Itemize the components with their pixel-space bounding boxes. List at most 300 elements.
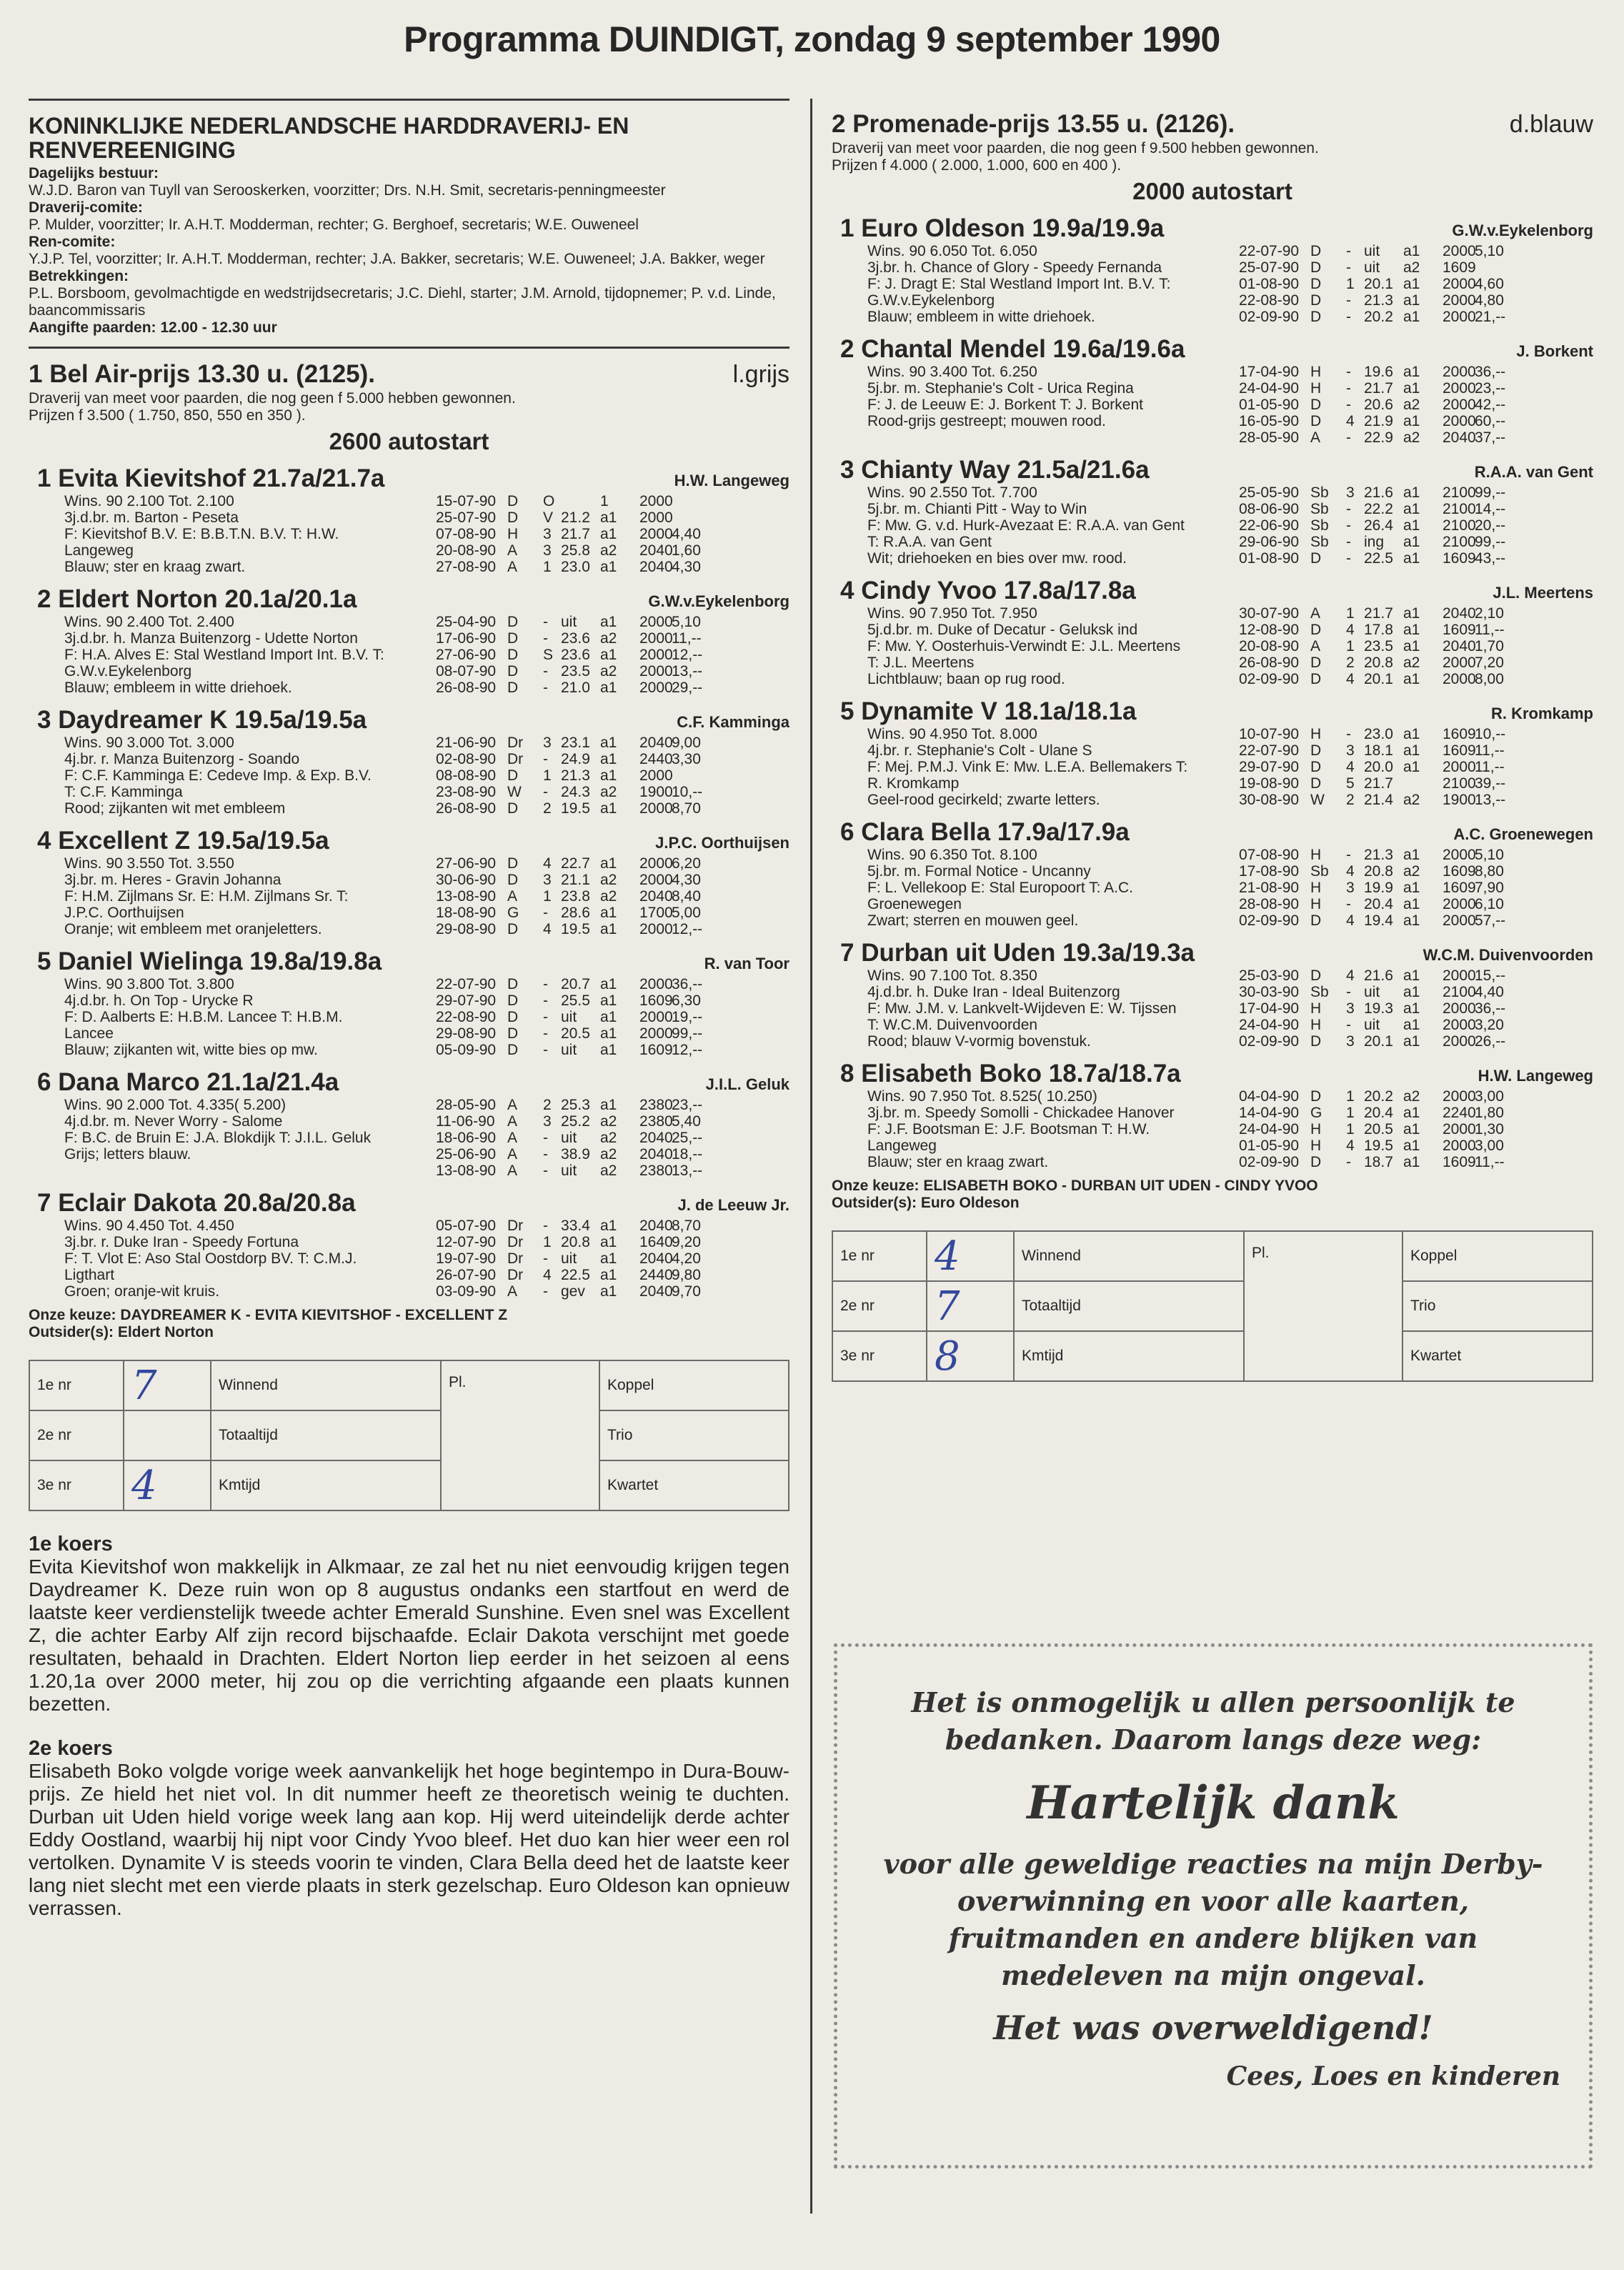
start-cell: 4,20 xyxy=(672,1250,701,1267)
start-row xyxy=(29,1267,789,1283)
start-cell: O xyxy=(543,493,555,509)
horse-info-line: 3j.br. r. Duke Iran - Speedy Fortuna xyxy=(64,1234,299,1250)
start-row xyxy=(29,614,789,630)
start-cell: - xyxy=(1346,243,1351,259)
start-cell: a1 xyxy=(600,509,617,526)
start-cell: a1 xyxy=(600,735,617,751)
start-cell: 4 xyxy=(543,1267,552,1283)
start-cell: 20-08-90 xyxy=(436,542,497,559)
horse-details xyxy=(832,484,1593,567)
start-cell: 4 xyxy=(1346,413,1355,429)
start-cell: 02-09-90 xyxy=(1239,912,1300,929)
start-cell: uit xyxy=(1364,984,1380,1000)
start-cell: 28-08-90 xyxy=(1239,896,1300,912)
start-cell: a1 xyxy=(600,614,617,630)
report-text: Evita Kievitshof won makkelijk in Alkmaar, ze zal het nu niet eenvoudig krijgen tegen Daydreamer K. Deze ruin won op 8 augustus ondanks een startfout en werd de laatste keer verdienstelijk tweede achter Emerald Sunshine. Even snel was Excellent Z, die achter Earby Alf zijn record bijschaafde. Eclair Dakota verschijnt met goede resultaten, behaald in Drachten. Eldert Norton liep eerder in het seizoen al eens 1.20,1a over 2000 meter, hij zou op die verrichting afgaande een plaats kunnen bezetten. xyxy=(29,1555,789,1715)
start-cell: 60,-- xyxy=(1475,413,1506,429)
start-cell: 99,-- xyxy=(1475,484,1506,501)
start-cell: Dr xyxy=(507,751,524,767)
start-cell: 36,-- xyxy=(672,976,703,992)
start-cell: 8,40 xyxy=(672,888,701,905)
start-cell: 20.8 xyxy=(561,1234,590,1250)
start-row xyxy=(832,775,1593,792)
start-cell: a1 xyxy=(600,905,617,921)
start-row xyxy=(29,921,789,937)
horse-info-line: F: Kievitshof B.V. E: B.B.T.N. B.V. T: H.W. xyxy=(64,526,339,542)
start-cell: 21.6 xyxy=(1364,484,1393,501)
start-cell: D xyxy=(507,493,519,509)
horse-info-line: Zwart; sterren en mouwen geel. xyxy=(867,912,1079,929)
start-cell: 20.2 xyxy=(1364,1088,1393,1105)
start-cell: 29,-- xyxy=(672,679,703,696)
start-cell: 2000 xyxy=(1443,397,1476,413)
start-row xyxy=(832,429,1593,446)
start-cell: 21.3 xyxy=(1364,292,1393,309)
start-cell: a1 xyxy=(1403,742,1420,759)
horse-info-line: Wins. 90 3.800 Tot. 3.800 xyxy=(64,976,234,992)
thanks-body: voor alle geweldige reacties na mijn Derby-overwinning en voor alle kaarten, fruitmanden en andere blijken van medeleven na mijn ongeval. xyxy=(883,1848,1543,1991)
start-cell: 8,80 xyxy=(1475,863,1504,880)
start-cell: 19.5 xyxy=(1364,1138,1393,1154)
start-cell: 21.4 xyxy=(1364,792,1393,808)
start-cell: D xyxy=(1310,742,1322,759)
start-cell: 2000 xyxy=(1443,380,1476,397)
start-cell: H xyxy=(507,526,519,542)
start-cell: - xyxy=(543,1130,548,1146)
start-cell: 1 xyxy=(1346,1105,1355,1121)
horse-driver: W.C.M. Duivenvoorden xyxy=(1423,946,1593,964)
start-cell: 2380 xyxy=(639,1097,673,1113)
start-cell: 5 xyxy=(1346,775,1355,792)
race-2 xyxy=(832,109,1593,1382)
horse-info-line: F: Mw. Y. Oosterhuis-Verwindt E: J.L. Meertens xyxy=(867,638,1181,654)
start-cell: 13,-- xyxy=(672,1163,703,1179)
start-cell: 1 xyxy=(1346,638,1355,654)
horse-header xyxy=(29,585,789,614)
start-cell: 5,00 xyxy=(672,905,701,921)
start-cell: 2000 xyxy=(639,976,673,992)
start-cell: 30-08-90 xyxy=(1239,792,1300,808)
start-cell: a1 xyxy=(600,1250,617,1267)
horse-details xyxy=(29,976,789,1058)
start-row xyxy=(832,759,1593,775)
start-cell: 25-07-90 xyxy=(436,509,497,526)
start-cell: - xyxy=(543,1163,548,1179)
thanks-intro: Het is onmogelijk u allen persoonlijk te bedanken. Daarom langs deze weg: xyxy=(911,1686,1515,1756)
start-cell: a1 xyxy=(600,559,617,575)
start-cell: 2100 xyxy=(1443,484,1476,501)
start-cell: W xyxy=(1310,792,1325,808)
start-cell: - xyxy=(543,751,548,767)
start-cell: 2000 xyxy=(1443,759,1476,775)
start-cell: 2100 xyxy=(1443,501,1476,517)
start-cell: 20.8 xyxy=(1364,654,1393,671)
start-cell: 23.6 xyxy=(561,647,590,663)
start-cell: A xyxy=(1310,429,1321,446)
race-title xyxy=(29,359,789,390)
horse-starts xyxy=(29,735,789,817)
report-heading: 2e koers xyxy=(29,1737,113,1760)
start-cell: D xyxy=(507,1025,519,1042)
start-cell: - xyxy=(1346,309,1351,325)
start-row xyxy=(29,751,789,767)
horse-details xyxy=(29,493,789,575)
start-cell: uit xyxy=(1364,1017,1380,1033)
horse-info-line: Wit; driehoeken en bies over mw. rood. xyxy=(867,550,1127,567)
start-row xyxy=(832,259,1593,276)
start-row xyxy=(29,679,789,696)
race-distance: 2600 autostart xyxy=(329,428,489,454)
start-cell: 21-06-90 xyxy=(436,735,497,751)
start-cell: a1 xyxy=(1403,243,1420,259)
start-cell: - xyxy=(543,784,548,800)
start-cell: a1 xyxy=(1403,1017,1420,1033)
horse-name: 5 Dynamite V 18.1a/18.1a xyxy=(840,697,1137,725)
start-cell: A xyxy=(507,1097,518,1113)
start-cell: 20.1 xyxy=(1364,276,1393,292)
start-cell: 26-07-90 xyxy=(436,1267,497,1283)
horse-header xyxy=(29,947,789,976)
start-cell: 2000 xyxy=(1443,413,1476,429)
place-label-pl: Pl. xyxy=(441,1360,599,1510)
horse-info-line: F: J. de Leeuw E: J. Borkent T: J. Borkent xyxy=(867,397,1143,413)
horse-info-line: J.P.C. Oorthuijsen xyxy=(64,905,184,921)
start-cell: 19.4 xyxy=(1364,912,1393,929)
start-cell: 20.7 xyxy=(561,976,590,992)
start-cell: 14,-- xyxy=(1475,501,1506,517)
start-cell: 12,-- xyxy=(672,647,703,663)
horse-info-line: Wins. 90 7.950 Tot. 8.525( 10.250) xyxy=(867,1088,1097,1105)
thank-you-box xyxy=(834,1643,1593,2169)
page-title: Programma DUINDIGT, zondag 9 september 1990 xyxy=(404,19,1220,59)
start-cell: 25-04-90 xyxy=(436,614,497,630)
start-cell: H xyxy=(1310,364,1322,380)
start-cell: 23.0 xyxy=(561,559,590,575)
result-label: Winnend xyxy=(1014,1231,1244,1281)
start-cell: 30-03-90 xyxy=(1239,984,1300,1000)
start-cell: H xyxy=(1310,896,1322,912)
start-cell: 36,-- xyxy=(1475,1000,1506,1017)
start-row xyxy=(832,397,1593,413)
start-cell: a1 xyxy=(1403,1000,1420,1017)
horse-info-line: Wins. 90 3.400 Tot. 6.250 xyxy=(867,364,1037,380)
start-cell: 20.2 xyxy=(1364,309,1393,325)
start-cell: 08-08-90 xyxy=(436,767,497,784)
start-cell: - xyxy=(1346,517,1351,534)
start-cell: 17.8 xyxy=(1364,622,1393,638)
start-row xyxy=(29,526,789,542)
horse-info-line: Langeweg xyxy=(64,542,134,559)
horse-info-line: F: H.M. Zijlmans Sr. E: H.M. Zijlmans Sr. T: xyxy=(64,888,349,905)
start-row xyxy=(29,647,789,663)
start-cell: D xyxy=(1310,413,1322,429)
start-cell: D xyxy=(1310,1088,1322,1105)
start-cell: 2000 xyxy=(639,647,673,663)
start-cell: D xyxy=(1310,309,1322,325)
horse-info-line: 3j.br. m. Speedy Somolli - Chickadee Hanover xyxy=(867,1105,1175,1121)
start-cell: 2000 xyxy=(639,630,673,647)
report-heading: 1e koers xyxy=(29,1533,113,1555)
horse-starts xyxy=(832,726,1593,808)
start-cell: D xyxy=(507,1009,519,1025)
horse-entry xyxy=(832,818,1593,929)
start-cell: D xyxy=(507,872,519,888)
start-cell: 2000 xyxy=(639,614,673,630)
start-cell: 18-06-90 xyxy=(436,1130,497,1146)
horse-header xyxy=(832,939,1593,967)
start-cell: 2040 xyxy=(639,1218,673,1234)
start-cell: 2000 xyxy=(639,1009,673,1025)
start-row xyxy=(832,1138,1593,1154)
results-row xyxy=(832,1231,1593,1281)
start-cell: 20.1 xyxy=(1364,671,1393,687)
start-cell: - xyxy=(1346,847,1351,863)
start-cell: 11,-- xyxy=(1475,759,1505,775)
start-cell: - xyxy=(1346,292,1351,309)
start-row xyxy=(29,1234,789,1250)
horse-starts xyxy=(29,1097,789,1179)
start-row xyxy=(29,1130,789,1146)
start-cell: 2440 xyxy=(639,751,673,767)
start-cell: - xyxy=(1346,501,1351,517)
start-cell: uit xyxy=(561,1250,577,1267)
start-cell: 12,-- xyxy=(672,1042,703,1058)
start-cell: a1 xyxy=(1403,1105,1420,1121)
start-cell: a2 xyxy=(600,663,617,679)
start-cell: 3 xyxy=(543,872,552,888)
place-label: 2e nr xyxy=(29,1410,124,1460)
start-cell: 2,10 xyxy=(1475,605,1504,622)
start-cell: G xyxy=(507,905,519,921)
start-cell: a1 xyxy=(600,1267,617,1283)
start-cell: 1 xyxy=(1346,276,1355,292)
start-row xyxy=(29,735,789,751)
start-cell: 20-08-90 xyxy=(1239,638,1300,654)
horse-starts xyxy=(29,614,789,696)
horse-entry xyxy=(29,1189,789,1300)
result-label: Totaaltijd xyxy=(1014,1281,1244,1331)
start-cell: D xyxy=(1310,759,1322,775)
race-color: l.grijs xyxy=(732,361,789,388)
start-cell: a2 xyxy=(600,888,617,905)
horse-info-line: Blauw; ster en kraag zwart. xyxy=(64,559,246,575)
start-cell: 02-09-90 xyxy=(1239,309,1300,325)
start-cell: 17-04-90 xyxy=(1239,364,1300,380)
start-cell: 25-05-90 xyxy=(1239,484,1300,501)
horse-info-line: F: Mej. P.M.J. Vink E: Mw. L.E.A. Bellemakers T: xyxy=(867,759,1188,775)
start-cell: 21.7 xyxy=(1364,380,1393,397)
start-cell: 4,30 xyxy=(672,559,701,575)
horse-info-line: 3j.br. h. Chance of Glory - Speedy Fernanda xyxy=(867,259,1162,276)
place-number xyxy=(124,1410,211,1460)
start-cell: 1900 xyxy=(639,784,673,800)
start-cell: 22.5 xyxy=(561,1267,590,1283)
org-text: W.J.D. Baron van Tuyll van Serooskerken, voorzitter; Drs. N.H. Smit, secretaris-penningmeester xyxy=(29,182,666,199)
horse-info-line: F: T. Vlot E: Aso Stal Oostdorp BV. T: C.M.J. xyxy=(64,1250,357,1267)
horse-details xyxy=(29,855,789,937)
start-row xyxy=(832,742,1593,759)
start-cell: Sb xyxy=(1310,517,1329,534)
horse-info-line: 3j.d.br. m. Barton - Peseta xyxy=(64,509,239,526)
horse-driver: J.I.L. Geluk xyxy=(705,1075,789,1093)
race-1 xyxy=(29,359,789,1511)
start-cell: 23.0 xyxy=(1364,726,1393,742)
start-cell: 14-04-90 xyxy=(1239,1105,1300,1121)
horse-starts xyxy=(29,976,789,1058)
start-cell: 2000 xyxy=(639,663,673,679)
start-cell: 4 xyxy=(1346,1138,1355,1154)
place-label: 1e nr xyxy=(29,1360,124,1410)
start-cell: 4 xyxy=(1346,967,1355,984)
start-row xyxy=(29,800,789,817)
horse-info-line: F: H.A. Alves E: Stal Westland Import Int. B.V. T: xyxy=(64,647,384,663)
start-cell: 2440 xyxy=(639,1267,673,1283)
start-row xyxy=(29,976,789,992)
horse-info-line: 3j.d.br. h. Manza Buitenzorg - Udette Norton xyxy=(64,630,358,647)
start-row xyxy=(29,1146,789,1163)
horse-info-line: 5j.br. m. Formal Notice - Uncanny xyxy=(867,863,1091,880)
start-cell: a2 xyxy=(1403,863,1420,880)
start-row xyxy=(29,663,789,679)
start-cell: 29-08-90 xyxy=(436,1025,497,1042)
start-cell: - xyxy=(1346,896,1351,912)
horse-details xyxy=(832,967,1593,1050)
start-cell: 22.9 xyxy=(1364,429,1393,446)
race-condition: Draverij van meet voor paarden, die nog geen f 5.000 hebben gewonnen. xyxy=(29,390,516,407)
horse-driver: C.F. Kamminga xyxy=(677,713,789,731)
start-cell: a1 xyxy=(1403,309,1420,325)
start-cell: 21.7 xyxy=(561,526,590,542)
start-cell: 20.4 xyxy=(1364,1105,1393,1121)
start-cell: Dr xyxy=(507,1267,524,1283)
start-cell: 21.2 xyxy=(561,509,590,526)
start-cell: 16-05-90 xyxy=(1239,413,1300,429)
place-number: 7 xyxy=(124,1360,211,1410)
horse-info-line: Wins. 90 2.100 Tot. 2.100 xyxy=(64,493,234,509)
race-color: d.blauw xyxy=(1509,111,1593,138)
start-cell: 2000 xyxy=(1443,1138,1476,1154)
start-cell: 2000 xyxy=(639,855,673,872)
start-cell: 08-06-90 xyxy=(1239,501,1300,517)
start-cell: uit xyxy=(561,1130,577,1146)
horse-info-line: 4j.br. r. Manza Buitenzorg - Soando xyxy=(64,751,300,767)
start-cell: 20,-- xyxy=(1475,517,1506,534)
start-cell: 10,-- xyxy=(672,784,703,800)
start-cell: a1 xyxy=(1403,967,1420,984)
horse-details xyxy=(832,243,1593,325)
race-prizes: Prijzen f 3.500 ( 1.750, 850, 550 en 350 ). xyxy=(29,407,306,424)
start-cell: 19-08-90 xyxy=(1239,775,1300,792)
start-cell: 9,80 xyxy=(672,1267,701,1283)
horse-details xyxy=(832,726,1593,808)
start-cell: 3 xyxy=(543,542,552,559)
horse-driver: R. Kromkamp xyxy=(1490,705,1593,722)
horse-info-line: Blauw; ster en kraag zwart. xyxy=(867,1154,1049,1170)
start-cell: 01-05-90 xyxy=(1239,397,1300,413)
start-cell: 3 xyxy=(1346,484,1355,501)
start-cell: 21.9 xyxy=(1364,413,1393,429)
report-1 xyxy=(29,1533,789,1716)
start-cell: 1700 xyxy=(639,905,673,921)
start-cell: D xyxy=(1310,622,1322,638)
horse-info-line: Lancee xyxy=(64,1025,114,1042)
start-cell: 03-09-90 xyxy=(436,1283,497,1300)
start-cell: 43,-- xyxy=(1475,550,1506,567)
section-rule xyxy=(29,347,789,349)
start-cell: 4,40 xyxy=(1475,984,1504,1000)
start-cell: A xyxy=(507,1163,518,1179)
horse-name: 4 Excellent Z 19.5a/19.5a xyxy=(37,827,329,855)
start-cell: 26,-- xyxy=(1475,1033,1506,1050)
start-cell: a1 xyxy=(600,647,617,663)
start-cell: D xyxy=(507,855,519,872)
start-cell: D xyxy=(1310,550,1322,567)
start-cell: 07-08-90 xyxy=(1239,847,1300,863)
horse-driver: H.W. Langeweg xyxy=(674,472,789,489)
start-cell: 1609 xyxy=(1443,1154,1476,1170)
start-row xyxy=(832,654,1593,671)
report-2 xyxy=(29,1737,789,1920)
start-cell: 15-07-90 xyxy=(436,493,497,509)
start-cell: 2000 xyxy=(639,509,673,526)
start-cell: 27-06-90 xyxy=(436,855,497,872)
start-cell: 4,60 xyxy=(1475,276,1504,292)
horse-details xyxy=(29,735,789,817)
start-cell: 3 xyxy=(543,1113,552,1130)
start-cell: H xyxy=(1310,1121,1322,1138)
horse-info-line: Ligthart xyxy=(64,1267,115,1283)
start-cell: 2000 xyxy=(1443,1017,1476,1033)
start-cell: A xyxy=(507,1283,518,1300)
start-row xyxy=(832,792,1593,808)
horse-info-line: Rood-grijs gestreept; mouwen rood. xyxy=(867,413,1106,429)
start-cell: 19.9 xyxy=(1364,880,1393,896)
race-title-text: 2 Promenade-prijs 13.55 u. (2126). xyxy=(832,110,1235,138)
horse-info-line: Groen; oranje-wit kruis. xyxy=(64,1283,220,1300)
place-number: 4 xyxy=(927,1231,1014,1281)
start-cell: a1 xyxy=(1403,413,1420,429)
horse-info-line: Rood; zijkanten wit met embleem xyxy=(64,800,286,817)
horse-details xyxy=(832,1088,1593,1170)
start-cell: 20.5 xyxy=(1364,1121,1393,1138)
start-cell: - xyxy=(1346,397,1351,413)
start-cell: 11,-- xyxy=(1475,1154,1505,1170)
start-cell: A xyxy=(507,1146,518,1163)
place-label-pl: Pl. xyxy=(1244,1231,1403,1381)
start-cell: 4 xyxy=(1346,671,1355,687)
start-cell: a1 xyxy=(600,1234,617,1250)
start-cell: a1 xyxy=(1403,534,1420,550)
start-cell: 1 xyxy=(1346,1121,1355,1138)
start-row xyxy=(832,671,1593,687)
start-cell: 6,10 xyxy=(1475,896,1504,912)
start-cell: 6,30 xyxy=(672,992,701,1009)
start-cell: 25,-- xyxy=(672,1130,703,1146)
start-cell: - xyxy=(1346,259,1351,276)
horse-header xyxy=(29,827,789,855)
start-cell: - xyxy=(543,1146,548,1163)
start-cell: 3 xyxy=(543,735,552,751)
start-cell: 02-08-90 xyxy=(436,751,497,767)
horse-name: 2 Eldert Norton 20.1a/20.1a xyxy=(37,585,357,613)
start-cell: 99,-- xyxy=(672,1025,703,1042)
start-cell: a1 xyxy=(1403,276,1420,292)
horse-info-line: F: Mw. G. v.d. Hurk-Avezaat E: R.A.A. van Gent xyxy=(867,517,1185,534)
start-cell: - xyxy=(1346,429,1351,446)
start-cell: 13,-- xyxy=(1475,792,1506,808)
horse-details xyxy=(29,1218,789,1300)
start-cell: 2040 xyxy=(639,1283,673,1300)
